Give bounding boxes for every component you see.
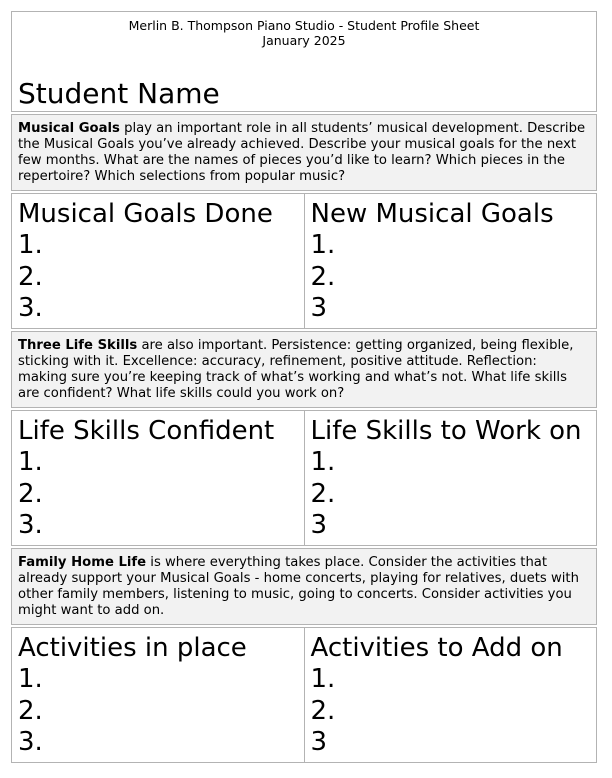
life-skills-confident-title: Life Skills Confident — [18, 416, 275, 446]
activities-in-place-title: Activities in place — [18, 633, 247, 663]
life-skills-label: Three Life Skills — [18, 338, 138, 353]
list-item: 1. — [18, 230, 43, 260]
family-home-life-label: Family Home Life — [18, 555, 147, 570]
list-item: 1. — [18, 447, 43, 477]
list-item: 2. — [18, 695, 43, 726]
life-skills-description — [11, 331, 597, 408]
list-item: 1. — [310, 230, 336, 260]
list-item: 2. — [310, 261, 336, 292]
new-musical-goals-title: New Musical Goals — [310, 199, 554, 229]
family-home-life-text: is where everything takes place. Consider the activities that already support your Musical Goals - home concerts, playing for relatives, duets with other family members, listening to music, going to concerts. Consider activities you might want to add on. — [18, 555, 579, 618]
life-skills-confident-cell — [11, 410, 305, 546]
list-item: 2. — [18, 478, 43, 509]
life-skills-work-on-title: Life Skills to Work on — [310, 416, 582, 446]
list-item: 3. — [18, 727, 43, 757]
list-item: 2. — [18, 261, 43, 292]
list-item: 1. — [18, 664, 43, 694]
activities-table — [11, 627, 597, 763]
family-home-life-description — [11, 548, 597, 625]
activities-in-place-cell — [11, 627, 305, 763]
student-name-heading: Student Name — [18, 77, 220, 110]
activities-to-add-title: Activities to Add on — [310, 633, 563, 663]
list-item: 3. — [18, 293, 43, 323]
new-musical-goals-cell — [305, 193, 598, 329]
musical-goals-label: Musical Goals — [18, 121, 120, 136]
list-item: 3 — [310, 293, 328, 323]
life-skills-work-on-cell — [305, 410, 598, 546]
sheet-date: January 2025 — [262, 33, 346, 48]
list-item: 1. — [310, 447, 336, 477]
list-item: 3 — [310, 510, 328, 540]
list-item: 2. — [310, 695, 336, 726]
studio-title: Merlin B. Thompson Piano Studio - Student Profile Sheet — [128, 18, 480, 33]
musical-goals-table — [11, 193, 597, 329]
list-item: 3 — [310, 727, 328, 757]
list-item: 1. — [310, 664, 336, 694]
musical-goals-description — [11, 114, 597, 191]
musical-goals-done-cell — [11, 193, 305, 329]
life-skills-table — [11, 410, 597, 546]
activities-to-add-cell — [305, 627, 598, 763]
musical-goals-done-title: Musical Goals Done — [18, 199, 273, 229]
sheet-header — [11, 11, 597, 112]
profile-sheet — [11, 11, 597, 763]
musical-goals-text: play an important role in all students’ musical development. Describe the Musical Goals you’ve already achieved. Describe your musical goals for the next few months. What are the names of pieces you’d like to learn? Which pieces in the repertoire? Which selections from popular music? — [18, 121, 586, 184]
life-skills-text: are also important. Persistence: getting organized, being flexible, sticking with it. Excellence: accuracy, refinement, positive attitude. Reflection: making sure you’re keeping track of what’s working and what’s not. What life skills are confident? What life skills could you work on? — [18, 338, 574, 401]
list-item: 2. — [310, 478, 336, 509]
list-item: 3. — [18, 510, 43, 540]
